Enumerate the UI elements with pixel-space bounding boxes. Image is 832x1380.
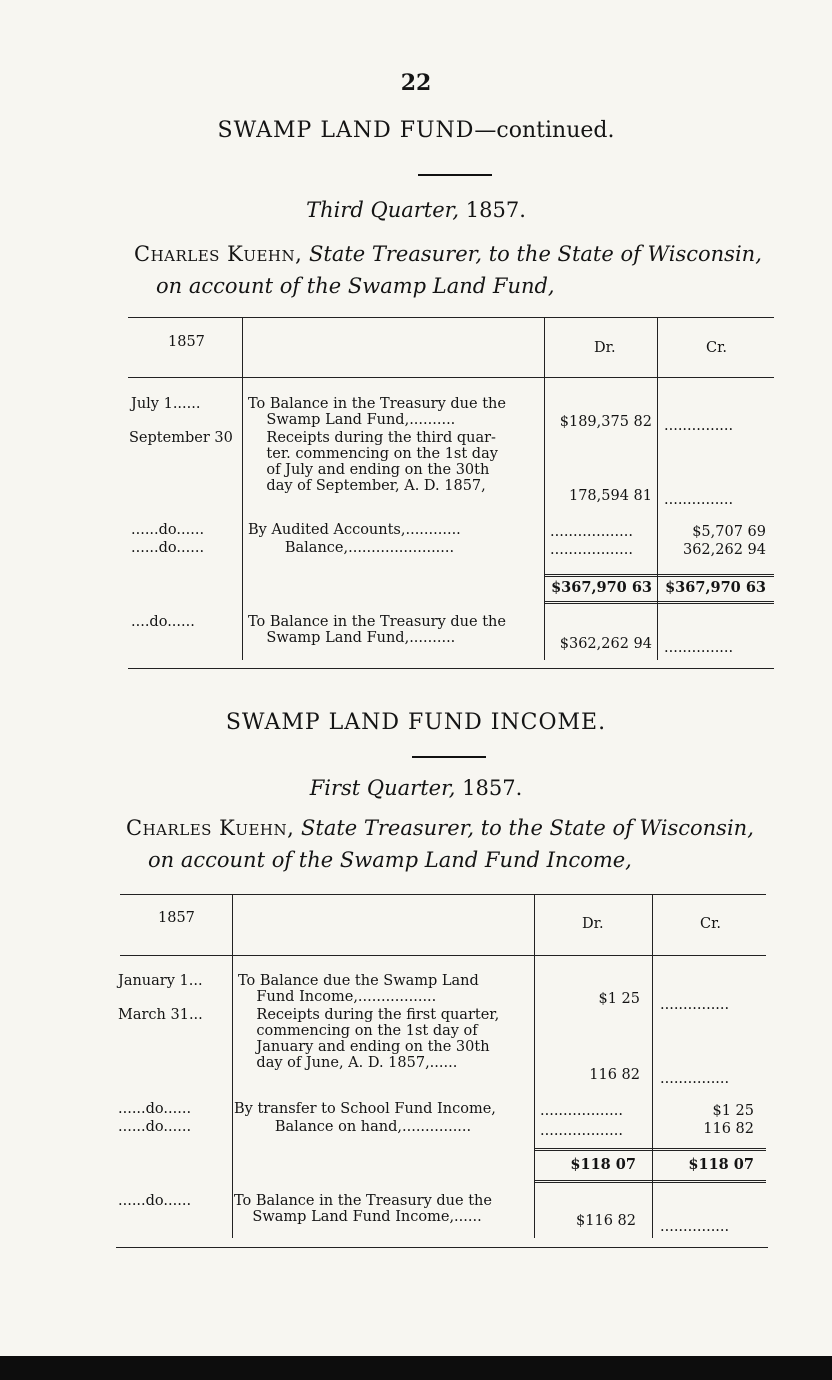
row-desc-line: To Balance in the Treasury due the [248, 614, 506, 630]
row-credit: ............... [664, 418, 734, 434]
total-rule-bottom [535, 1180, 766, 1183]
quarter-label: Third Quarter, [306, 198, 460, 222]
row-desc-line: To Balance in the Treasury due the [248, 396, 506, 412]
row-desc-line: Swamp Land Fund,.......... [248, 630, 456, 646]
row-date: January 1... [118, 973, 203, 989]
intro-text [134, 238, 814, 302]
table-bottom-rule [128, 668, 774, 669]
section-heading [0, 118, 832, 143]
row-credit: 362,262 94 [682, 542, 766, 558]
row-date: ......do...... [118, 1119, 192, 1135]
table-header-rule [128, 377, 774, 378]
row-date: July 1...... [131, 396, 201, 412]
row-desc-line: Fund Income,................. [238, 989, 437, 1005]
intro-line-1: State Treasurer, to the State of Wisconsin, [301, 816, 754, 840]
header-year: 1857 [158, 910, 195, 926]
total-credit: $367,970 63 [665, 579, 766, 596]
total-rule-top [545, 574, 774, 577]
row-debit: .................. [550, 524, 633, 540]
row-credit: ............... [660, 1219, 730, 1235]
heading-main: SWAMP LAND FUND [217, 118, 475, 143]
row-desc-line: Receipts during the third quar- [248, 430, 496, 446]
row-date: ......do...... [118, 1101, 192, 1117]
column-divider [534, 894, 535, 1238]
table-top-rule [128, 317, 774, 318]
row-desc-line: of July and ending on the 30th [248, 462, 490, 478]
header-debit: Dr. [582, 916, 604, 932]
row-credit: $5,707 69 [692, 524, 766, 540]
row-date: ....do...... [131, 614, 195, 630]
row-debit: $116 82 [576, 1213, 636, 1229]
header-debit: Dr. [594, 340, 616, 356]
total-debit: $118 07 [570, 1156, 636, 1173]
header-credit: Cr. [706, 340, 728, 356]
row-date: ......do...... [131, 540, 205, 556]
row-credit: ............... [664, 492, 734, 508]
quarter-label: First Quarter, [309, 776, 456, 800]
row-desc-line: January and ending on the 30th [238, 1039, 490, 1055]
column-divider [232, 894, 233, 1238]
quarter-title [0, 776, 832, 800]
row-debit: 116 82 [589, 1067, 640, 1083]
row-debit: $189,375 82 [559, 414, 652, 430]
header-year: 1857 [168, 334, 205, 350]
row-credit: $1 25 [712, 1103, 754, 1119]
row-desc-line: Balance on hand,............... [238, 1119, 472, 1135]
intro-line-2: on account of the Swamp Land Fund Income, [148, 848, 632, 872]
total-rule-top [535, 1148, 766, 1151]
scan-edge-bar [0, 1356, 832, 1380]
row-debit: $1 25 [598, 991, 640, 1007]
row-debit: .................. [540, 1123, 623, 1139]
table-bottom-rule [116, 1247, 768, 1248]
quarter-year: 1857. [462, 776, 523, 800]
row-desc-line: commencing on the 1st day of [238, 1023, 478, 1039]
column-divider [544, 317, 545, 660]
row-desc-line: Receipts during the first quarter, [238, 1007, 500, 1023]
row-credit: ............... [660, 997, 730, 1013]
row-desc-line: By transfer to School Fund Income, [234, 1101, 496, 1117]
heading-continued: —continued. [474, 118, 615, 143]
table-top-rule [120, 894, 766, 895]
row-credit: 116 82 [703, 1121, 754, 1137]
heading-rule [418, 174, 492, 176]
row-desc-line: day of September, A. D. 1857, [248, 478, 486, 494]
treasurer-name: Charles Kuehn, [126, 816, 295, 840]
column-divider [652, 894, 653, 1238]
row-desc-line: day of June, A. D. 1857,...... [238, 1055, 458, 1071]
row-desc-line: ter. commencing on the 1st day [248, 446, 498, 462]
intro-line-2: on account of the Swamp Land Fund, [156, 274, 555, 298]
total-rule-bottom [545, 601, 774, 604]
treasurer-name: Charles Kuehn, [134, 242, 303, 266]
column-divider [242, 317, 243, 660]
section-heading: SWAMP LAND FUND INCOME. [225, 710, 607, 735]
row-date: ......do...... [118, 1193, 192, 1209]
intro-line-1: State Treasurer, to the State of Wisconsin, [309, 242, 762, 266]
row-credit: ............... [664, 640, 734, 656]
row-credit: ............... [660, 1071, 730, 1087]
row-date: March 31... [118, 1007, 203, 1023]
total-credit: $118 07 [688, 1156, 754, 1173]
heading-rule [412, 756, 486, 758]
row-debit: .................. [540, 1103, 623, 1119]
row-debit: 178,594 81 [568, 488, 652, 504]
quarter-title [0, 198, 832, 222]
total-debit: $367,970 63 [551, 579, 652, 596]
row-debit: .................. [550, 542, 633, 558]
row-date: ......do...... [131, 522, 205, 538]
row-debit: $362,262 94 [559, 636, 652, 652]
quarter-year: 1857. [465, 198, 526, 222]
row-desc-line: To Balance in the Treasury due the [234, 1193, 492, 1209]
row-desc-line: By Audited Accounts,............ [248, 522, 461, 538]
page-number: 22 [400, 70, 432, 96]
column-divider [657, 317, 658, 660]
row-desc-line: Swamp Land Fund Income,...... [234, 1209, 482, 1225]
row-desc-line: To Balance due the Swamp Land [238, 973, 479, 989]
row-desc-line: Swamp Land Fund,.......... [248, 412, 456, 428]
intro-text [126, 812, 816, 876]
header-credit: Cr. [700, 916, 722, 932]
table-header-rule [120, 955, 766, 956]
row-date: September 30 [129, 430, 233, 446]
row-desc-line: Balance,....................... [248, 540, 455, 556]
